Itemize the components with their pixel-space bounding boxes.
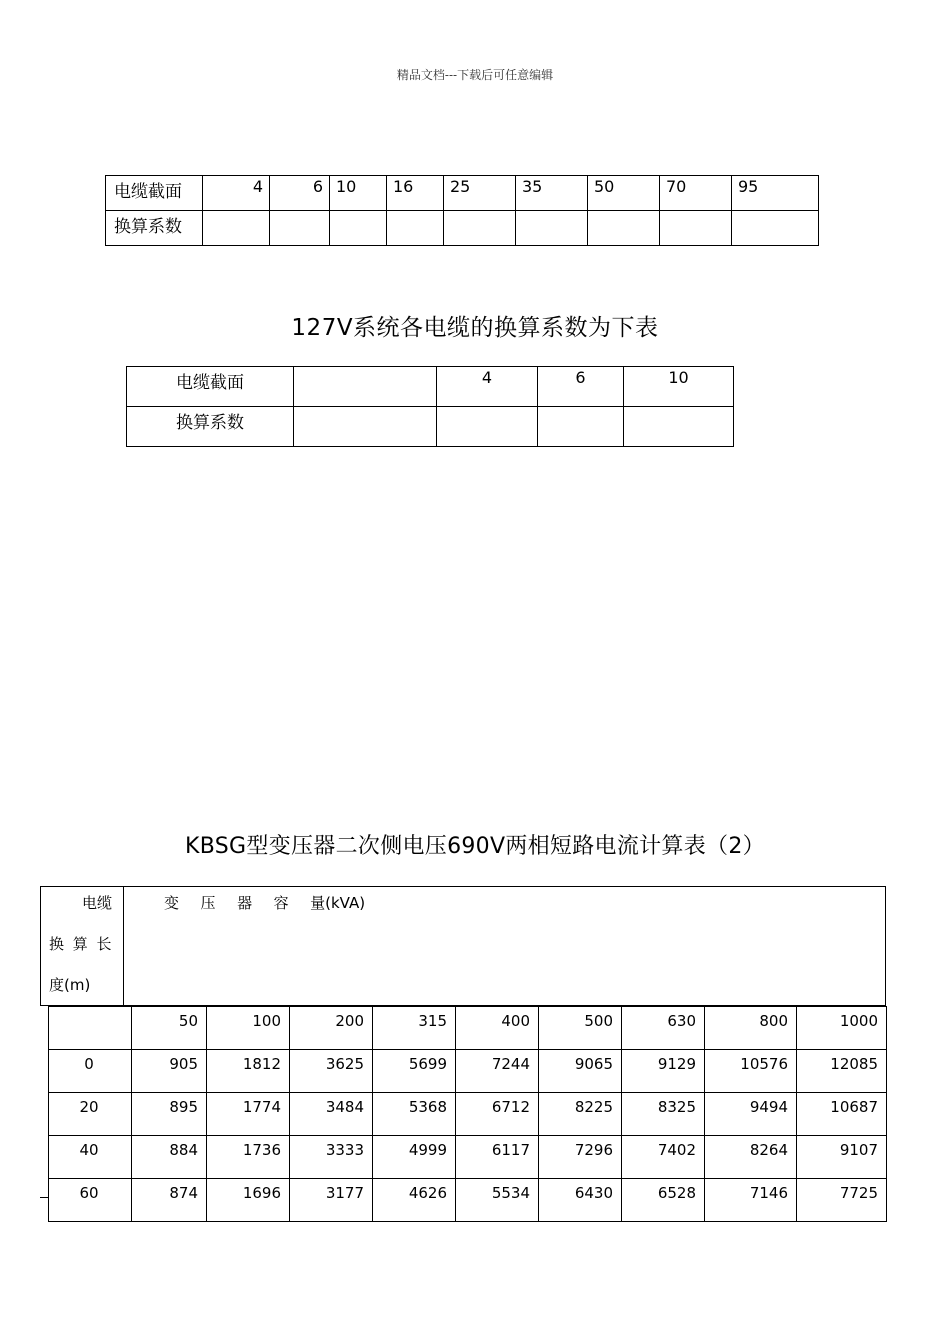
current-cell: 9107 (797, 1136, 887, 1179)
current-cell: 9129 (622, 1050, 705, 1093)
coefficient-cell (538, 407, 624, 447)
section-cell: 6 (270, 176, 330, 211)
current-cell: 3333 (290, 1136, 373, 1179)
current-cell: 10687 (797, 1093, 887, 1136)
current-cell: 12085 (797, 1050, 887, 1093)
capacity-cell: 315 (373, 1007, 456, 1050)
current-cell: 5699 (373, 1050, 456, 1093)
length-cell: 60 (49, 1179, 132, 1222)
current-cell: 4999 (373, 1136, 456, 1179)
current-cell: 3484 (290, 1093, 373, 1136)
current-cell: 5368 (373, 1093, 456, 1136)
current-cell: 7402 (622, 1136, 705, 1179)
length-cell: 40 (49, 1136, 132, 1179)
current-cell: 7296 (539, 1136, 622, 1179)
conversion-table-127v (126, 366, 734, 447)
capacity-label: 变 压 器 容 量(kVA) (164, 894, 366, 912)
capacity-cell: 200 (290, 1007, 373, 1050)
capacity-cell: 800 (705, 1007, 797, 1050)
current-cell: 4626 (373, 1179, 456, 1222)
conversion-table-1 (105, 175, 819, 246)
section-cell: 6 (538, 367, 624, 407)
header-label-length: 换 算 长 (49, 935, 114, 953)
capacity-cell: 100 (207, 1007, 290, 1050)
table-row (127, 407, 734, 447)
current-cell: 1736 (207, 1136, 290, 1179)
section-cell: 50 (588, 176, 660, 211)
coefficient-cell (330, 211, 387, 246)
table-row (49, 1179, 887, 1222)
current-cell: 8264 (705, 1136, 797, 1179)
row-label-coefficient: 换算系数 (127, 407, 294, 447)
current-cell: 1696 (207, 1179, 290, 1222)
current-cell: 5534 (456, 1179, 539, 1222)
current-cell: 1774 (207, 1093, 290, 1136)
section-title-127v: 127V系统各电缆的换算系数为下表 (291, 315, 659, 341)
capacity-cell: 1000 (797, 1007, 887, 1050)
section-cell: 10 (624, 367, 734, 407)
row-label-coefficient: 换算系数 (106, 211, 203, 246)
section-cell: 35 (516, 176, 588, 211)
header-divider (123, 887, 124, 1005)
current-cell: 7244 (456, 1050, 539, 1093)
current-cell: 8225 (539, 1093, 622, 1136)
length-cell: 0 (49, 1050, 132, 1093)
section-cell: 95 (732, 176, 819, 211)
short-circuit-table (48, 1006, 887, 1222)
coefficient-cell (437, 407, 538, 447)
coefficient-cell (732, 211, 819, 246)
current-cell: 1812 (207, 1050, 290, 1093)
row-label-section: 电缆截面 (127, 367, 294, 407)
section-cell: 4 (203, 176, 270, 211)
current-cell: 3625 (290, 1050, 373, 1093)
length-cell: 20 (49, 1093, 132, 1136)
empty-cell (294, 367, 437, 407)
coefficient-cell (660, 211, 732, 246)
table-row (49, 1093, 887, 1136)
current-cell: 10576 (705, 1050, 797, 1093)
coefficient-cell (516, 211, 588, 246)
coefficient-cell (588, 211, 660, 246)
capacity-cell: 50 (132, 1007, 207, 1050)
section-cell: 16 (387, 176, 444, 211)
capacity-cell: 630 (622, 1007, 705, 1050)
short-circuit-table-header (40, 886, 886, 1006)
row-label-section: 电缆截面 (106, 176, 203, 211)
header-label-unit: 度(m) (49, 976, 91, 994)
table-baseline (40, 1197, 49, 1198)
table-row (49, 1050, 887, 1093)
section-cell: 25 (444, 176, 516, 211)
current-cell: 7146 (705, 1179, 797, 1222)
coefficient-cell (387, 211, 444, 246)
table-row (127, 367, 734, 407)
table-row (106, 176, 819, 211)
current-cell: 895 (132, 1093, 207, 1136)
current-cell: 6712 (456, 1093, 539, 1136)
current-cell: 7725 (797, 1179, 887, 1222)
current-cell: 9494 (705, 1093, 797, 1136)
current-cell: 8325 (622, 1093, 705, 1136)
section-cell: 4 (437, 367, 538, 407)
current-cell: 3177 (290, 1179, 373, 1222)
current-cell: 905 (132, 1050, 207, 1093)
capacity-cell: 400 (456, 1007, 539, 1050)
table-row (49, 1136, 887, 1179)
coefficient-cell (270, 211, 330, 246)
capacity-row (49, 1007, 887, 1050)
coefficient-cell (624, 407, 734, 447)
current-cell: 884 (132, 1136, 207, 1179)
header-note: 精品文档---下载后可任意编辑 (396, 68, 554, 82)
section-cell: 10 (330, 176, 387, 211)
current-cell: 6117 (456, 1136, 539, 1179)
empty-cell (49, 1007, 132, 1050)
section-cell: 70 (660, 176, 732, 211)
header-label-cable: 电缆 (82, 894, 113, 912)
current-cell: 9065 (539, 1050, 622, 1093)
table-row (106, 211, 819, 246)
coefficient-cell (203, 211, 270, 246)
section-title-kbsg: KBSG型变压器二次侧电压690V两相短路电流计算表（2） (185, 834, 765, 859)
current-cell: 6430 (539, 1179, 622, 1222)
coefficient-cell (294, 407, 437, 447)
current-cell: 6528 (622, 1179, 705, 1222)
current-cell: 874 (132, 1179, 207, 1222)
capacity-cell: 500 (539, 1007, 622, 1050)
coefficient-cell (444, 211, 516, 246)
